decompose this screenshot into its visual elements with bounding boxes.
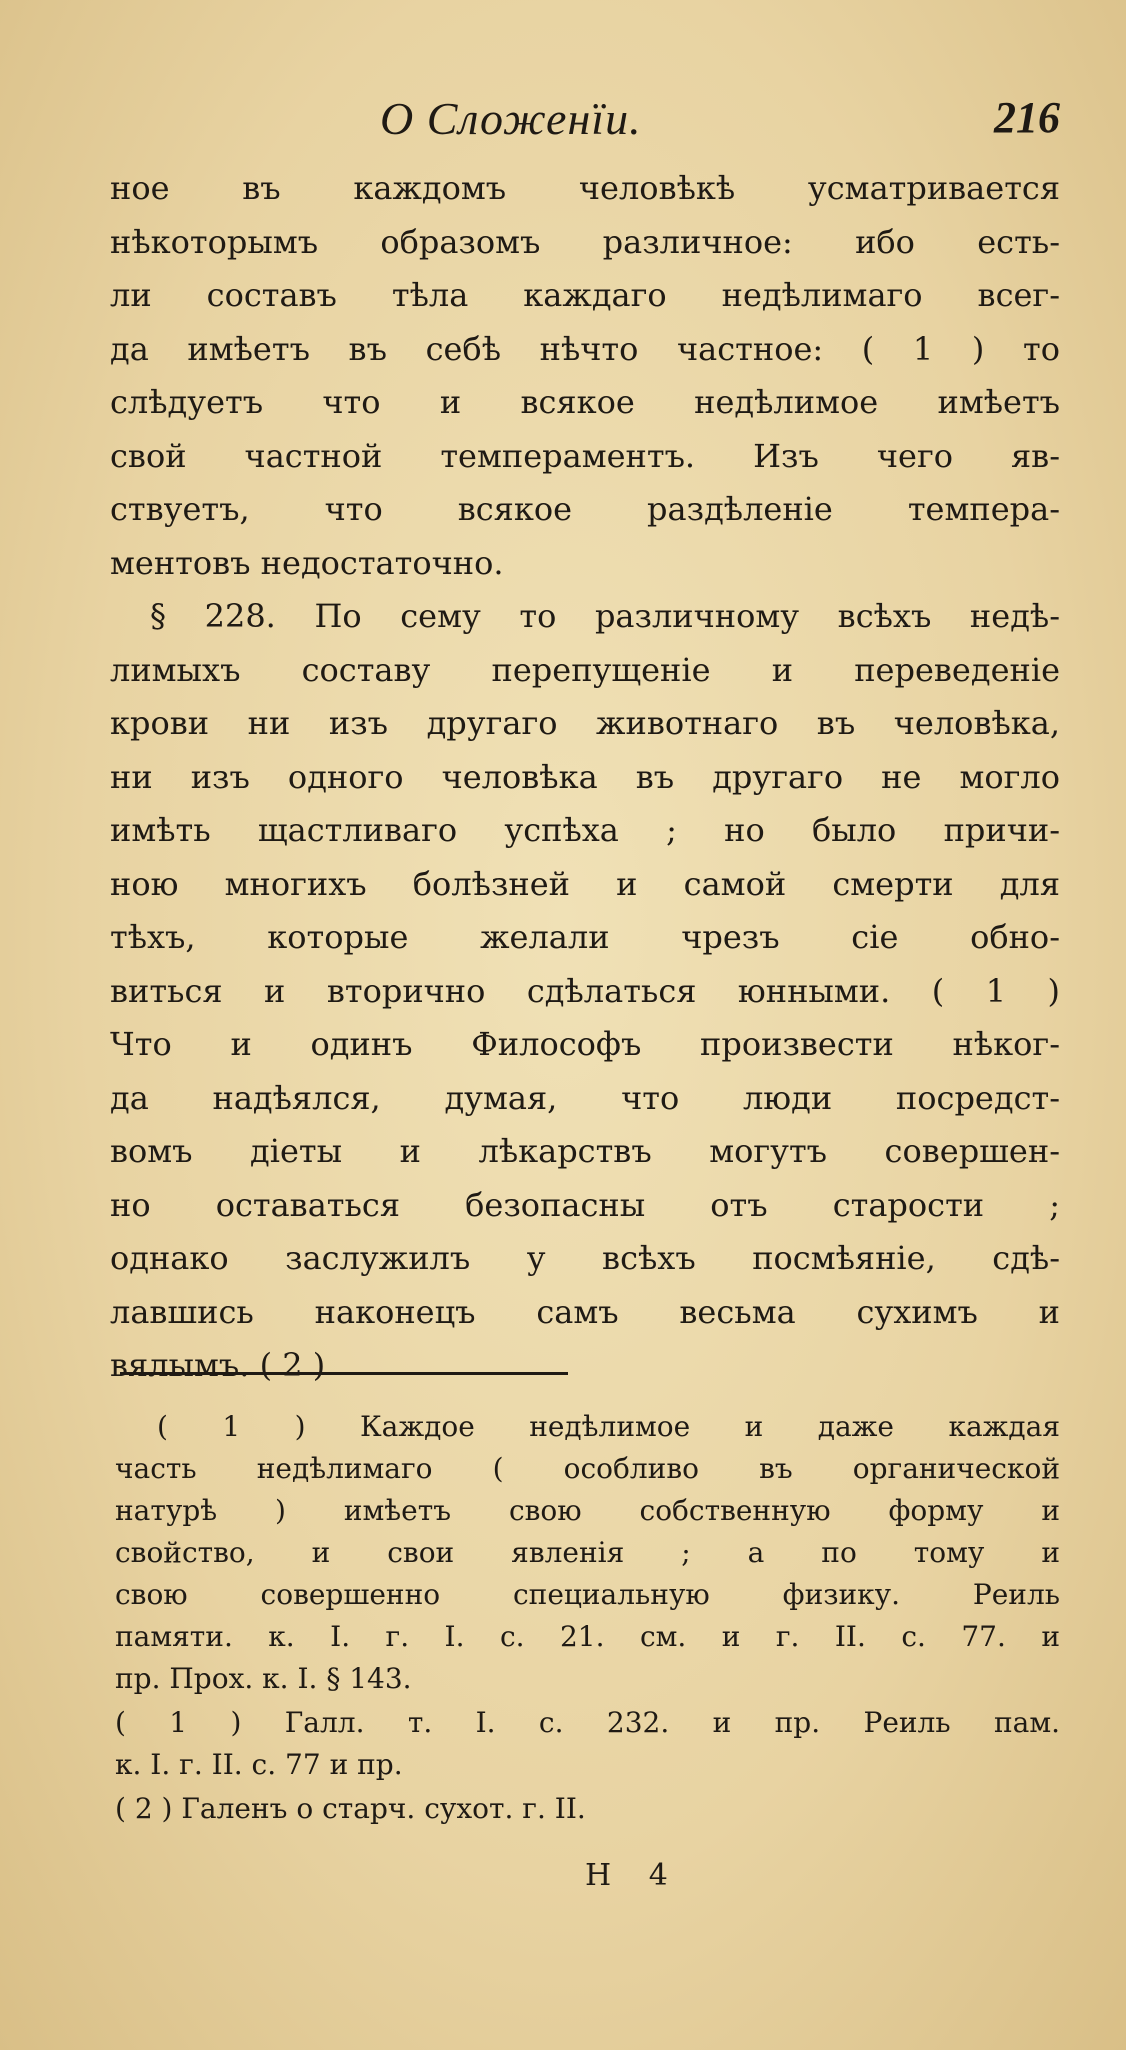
footnote-1	[115, 1406, 1060, 1700]
text-line: да имѣетъ въ себѣ нѣчто частное: ( 1 ) то	[110, 329, 1060, 368]
signature-mark: Н 4	[585, 1858, 682, 1893]
page-number: 216	[994, 93, 1060, 142]
text-line: ни изъ одного человѣка въ другаго не могло	[110, 757, 1060, 796]
text-line: ментовъ недостаточно.	[110, 543, 504, 582]
text-line: но оставаться безопасны отъ старости ;	[110, 1185, 1060, 1224]
footnote-line: памяти. к. I. г. I. с. 21. см. и г. II. с. 77. и	[115, 1620, 1060, 1653]
running-head	[110, 92, 1070, 152]
main-text	[110, 162, 1060, 1393]
footnotes	[115, 1406, 1060, 1830]
text-line: слѣдуетъ что и всякое недѣлимое имѣетъ	[110, 383, 1060, 421]
text-line: лимыхъ составу перепущеніе и переведеніе	[110, 650, 1060, 689]
text-line: ствуетъ, что всякое раздѣленіе темпера-	[110, 490, 1060, 528]
text-line: виться и вторично сдѣлаться юнными. ( 1 )	[110, 971, 1060, 1010]
text-line: имѣть щастливаго успѣха ; но было причи-	[110, 811, 1060, 849]
footnote-2	[115, 1702, 1060, 1786]
footnote-line: к. I. г. II. с. 77 и пр.	[115, 1748, 403, 1781]
text-line: крови ни изъ другаго животнаго въ человѣка,	[110, 704, 1060, 742]
text-line: ное въ каждомъ человѣкѣ усматривается	[110, 169, 1060, 207]
text-line: тѣхъ, которые желали чрезъ сіе обно-	[110, 918, 1060, 956]
footnote-line: ( 1 ) Каждое недѣлимое и даже каждая	[157, 1410, 1060, 1443]
text-line: свой частной темпераментъ. Изъ чего яв-	[110, 436, 1060, 475]
footnote-3	[115, 1788, 1060, 1830]
footnote-line: свою совершенно специальную физику. Реиль	[115, 1578, 1060, 1611]
text-line: вомъ діеты и лѣкарствъ могутъ совершен-	[110, 1132, 1060, 1170]
text-line: вялымъ. ( 2 )	[110, 1346, 326, 1384]
footnote-line: пр. Прох. к. I. § 143.	[115, 1662, 412, 1695]
text-line: Что и одинъ Философъ произвести нѣког-	[110, 1025, 1060, 1063]
footnote-divider	[120, 1372, 568, 1375]
running-title: О Сложенїи.	[380, 93, 642, 144]
text-line: однако заслужилъ у всѣхъ посмѣяніе, сдѣ-	[110, 1239, 1060, 1277]
text-line: да надѣялся, думая, что люди посредст-	[110, 1078, 1060, 1117]
text-line-section-start: § 228. По сему то различному всѣхъ недѣ-	[150, 597, 1060, 635]
text-line: ною многихъ болѣзней и самой смерти для	[110, 864, 1060, 903]
footnote-line: часть недѣлимаго ( особливо въ органической	[115, 1452, 1060, 1485]
text-line: нѣкоторымъ образомъ различное: ибо есть-	[110, 222, 1060, 261]
text-line: ли составъ тѣла каждаго недѣлимаго всег-	[110, 276, 1060, 314]
footnote-line: натурѣ ) имѣетъ свою собственную форму и	[115, 1494, 1060, 1527]
footnote-line: свойство, и свои явленія ; а по тому и	[115, 1536, 1060, 1569]
text-line: лавшись наконецъ самъ весьма сухимъ и	[110, 1292, 1060, 1331]
footnote-line: ( 1 ) Галл. т. I. с. 232. и пр. Реиль пам.	[115, 1706, 1060, 1739]
footnote-line: ( 2 ) Галенъ о старч. сухот. г. II.	[115, 1792, 586, 1825]
